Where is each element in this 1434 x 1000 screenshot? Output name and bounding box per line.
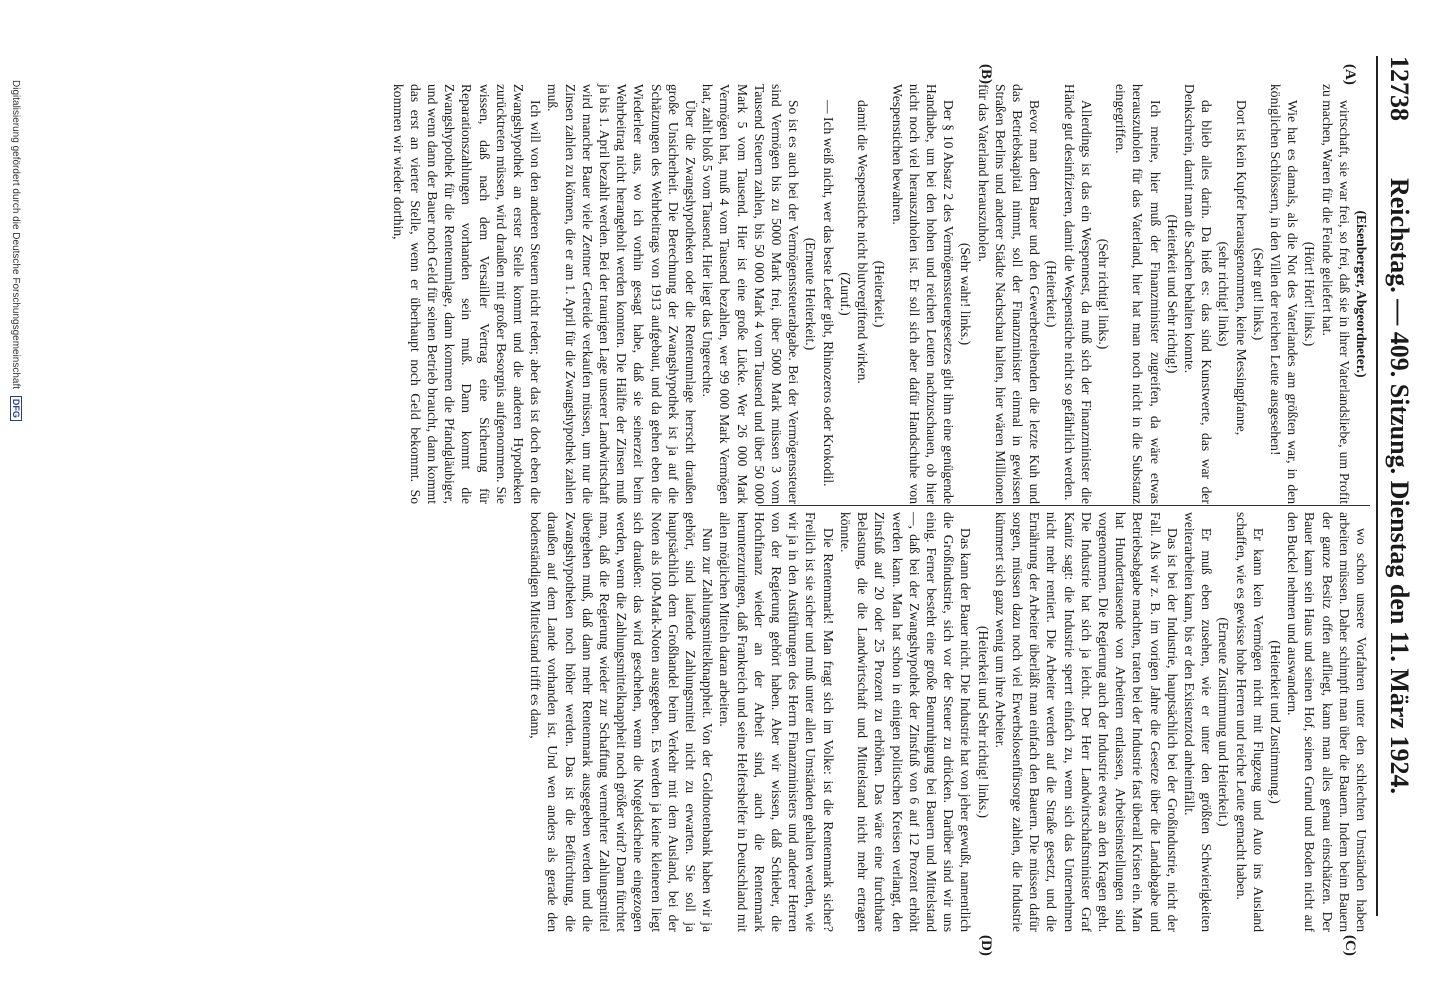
audience-reaction: (Sehr gut! links.) xyxy=(1250,247,1266,341)
speech-paragraph: So ist es auch bei der Vermögenssteuerabgabe. Bei der Vermögenssteuer sind Vermögen bis zu 5000 Mark frei, über 5000 Mark müssen 3 vom Tausend Steuern zahlen, bis 50 000 Mark 4 vom Tausend und über 50 000 Mark 5 vom Tausend. Hier ist eine große Lücke. Wer 26 000 Mark Vermögen hat, muß 4 vom Tausend bezahlen, wer 99 000 Mark Vermögen hat, zahlt bloß 5 vom Tausend. Hier liegt das Ungerechte. xyxy=(700,84,802,504)
page-header xyxy=(1376,56,1416,916)
margin-letter-c: (C) xyxy=(1342,935,1358,956)
audience-reaction: (Sehr richtig! links.) xyxy=(1095,238,1111,350)
speech-paragraph: wirtschaft, sie war frei, so frei, daß sie in ihrer Vaterlandsliebe, um Profit zu machen, Waren für die Feinde geliefert hat. xyxy=(1319,84,1352,504)
speech-paragraph: Wie hat es damals, als die Not des Vaterlandes am größten war, in den königlichen Schlössern, in den Villen der reichen Leute ausgesehen! xyxy=(1267,84,1301,504)
audience-reaction: (Erneute Zustimmung und Heiterkeit.) xyxy=(1216,617,1232,827)
speech-paragraph: Allerdings ist das ein Wespennest, da muß sich der Finanzminister die Hände gut desinfizieren, damit die Wespenstiche nicht so gefährlich werden. xyxy=(1061,84,1094,504)
audience-reaction: (Heiterkeit und Sehr richtig! links.) xyxy=(975,625,991,819)
speech-paragraph: Bevor man dem Bauer und den Gewerbetreibenden die letzte Kuh und das Betriebskapital nimmt, soll der Finanzminister einmal in gewissen Straßen Berlins und anderer Städte Nachschau halten, hier wären Millionen für das Vaterland herauszuholen. xyxy=(975,84,1043,504)
page-number: 12738 xyxy=(1385,56,1414,121)
speech-paragraph: Ich will von den anderen Steuern nicht reden; aber das ist doch eben die Zwangshypothek an erster Stelle kommt und die anderen Hypotheken zurücktreten müssen, wird draußen mit großer Besorgnis aufgenommen. Sie wissen, daß nach dem Versailler Vertrag eine Sicherung für Reparationszahlungen vorhanden sein muß. Dann kommt die Zwangshypothek für die Rentenumlage, dann kommen die Pfandgläubiger, und wenn dann der Bauer noch Geld für seinen Betrieb braucht, dann kommt das erst an vierter Stelle, wenn er überhaupt noch Geld bekommt. So kommen wir wieder dorthin, xyxy=(390,84,544,504)
audience-reaction: (Zuruf.) xyxy=(837,272,853,316)
speech-paragraph: Er kann kein Vermögen nicht mit Flugzeug und Auto ins Ausland schaffen, wie es gewisse hohe Herren und reiche Leute gemacht haben. xyxy=(1233,512,1266,932)
speech-paragraph: da blieb alles darin. Da hieß es: das sind Kunstwerte, das war der Denkschrein, damit man die Sachen behalten konnte. xyxy=(1181,84,1215,504)
speech-paragraph: Dort ist kein Kupfer herausgenommen, keine Messingpfanne, xyxy=(1233,100,1249,436)
speech-paragraph: Er muß eben zusehen, wie er unter den größten Schwierigkeiten weiterarbeiten kann, bis er den Existenztod anheimfällt. xyxy=(1181,512,1215,932)
audience-reaction: (Heiterkeit.) xyxy=(872,260,888,328)
audience-reaction: (Heiterkeit und Sehr richtig!) xyxy=(1164,214,1180,374)
audience-reaction: (Hört! Hört! links.) xyxy=(1302,241,1318,347)
speaker-name: (Eisenberger, Abgeordneter.) xyxy=(1354,210,1369,378)
left-text-column xyxy=(390,84,1370,504)
audience-reaction: (Heiterkeit.) xyxy=(1044,260,1060,328)
column-divider xyxy=(758,505,1370,506)
footer-text: Digitalisierung gefördert durch die Deutsche Forschungsgemeinschaft xyxy=(10,80,21,390)
speech-paragraph: Der § 10 Absatz 2 des Vermögenssteuergesetzes gibt ihm eine genügende Handhabe, um bei den hohen und reichen Leuten nachzuschauen, ob hier nicht noch viel herauszuholen ist. Er soll sich aber dafür Handschuhe von Wespenstichen bewahren. xyxy=(889,84,957,504)
audience-reaction: (sehr richtig! links) xyxy=(1216,241,1232,347)
speech-paragraph: Ich meine, hier muß der Finanzminister zugreifen, da wäre etwas herauszuholen für das Vaterland, hier hat man noch nicht in die Substanz eingegriffen. xyxy=(1113,84,1163,504)
speech-paragraph: Die Rentenmark! Man fragt sich im Volke: ist die Rentenmark sicher? Freilich ist sie sicher und muß unter allen Umständen gehalten werden, wie wir ja in den Ausführungen des Herrn Finanzministers und anderer Herren von der Regierung gehört haben. Aber wir wissen, daß Schieber, die Hochfinanz wieder an der Arbeit sind, auch die Rentenmark herunterzuringen, daß Frankreich und seine Helfershelfer in Deutschland mit allen möglichen Mitteln daran arbeiten. xyxy=(717,512,836,932)
speech-paragraph: wo schon unsere Vorfahren unter den schlechten Umständen haben arbeiten müssen. Daher schimpft man über die Bauern. Indem beim Bauern der ganze Besitz offen aufliegt, kann man alles genau einschätzen. Der Bauer kann sein Haus und seinen Hof, seinen Grund und Boden nicht auf den Buckel nehmen und auswandern. xyxy=(1285,512,1369,932)
speech-paragraph: Über die Zwangshypotheken oder die Rentenumlage herrscht draußen große Unsicherheit. Die Berechnung der Zwangshypothek ist ja auf die Schätzungen des Wehrbeitrags von 1913 aufgebaut, und da gehen eben die Wiederleer aus, wo ich vorhin gesagt habe, daß sie seinerzeit beim Wehrbeitrag nicht herangeholt werden konnten. Die Hälfte der Zinsen muß ja bis 1. April bezahlt werden. Bei der traurigen Lage unserer Landwirtschaft wird mancher Bauer viele Zentner Getreide verkaufen müssen, um nur die Zinsen zahlen zu können, die er am 1. April für die Zwangshypothek zahlen muß. xyxy=(545,84,699,504)
speech-paragraph: Nun zur Zahlungsmittelknappheit. Von der Goldnotenbank haben wir ja gehört, sind laufende Zahlungsmittel nicht zu erwarten. Sie soll ja hauptsächlich dem Großhandel beim Verkehr mit dem Ausland, bei der Noten als 100-Mark-Noten ausgegeben. Es werden ja keine kleineren liegt sich draußen: das wird geschehen, wenn die Notgeldscheine eingezogen werden, wenn die Zahlungsmittelknappheit noch größer wird? Dann fürchtet man, daß die Regierung wieder zur Schaffung vermehrter Zahlungsmittel übergehen muß, daß dann mehr Rentenmark ausgegeben werden und die Zwangshypotheken noch höher werden. Das ist die Befürchtung, die draußen auf dem Lande vorhanden ist. Und wen anders als gerade den bodenständigen Mittelstand trifft es dann, xyxy=(528,512,716,932)
right-text-column xyxy=(528,512,1370,932)
speech-paragraph: Das ist bei der Industrie, hauptsächlich bei der Großindustrie, nicht der Fall. Als wir z. B. im vorigen Jahre die Gesetze über die Landabgabe und Betriebsabgabe machten, traten bei der Industrie fast überall Krisen ein. Man hat Hunderttausende von Arbeitern entlassen, Arbeitseinstellungen sind vorgenommen. Die Regierung auch der Industrie etwas an den Kragen geht. Die Industrie hat sich ja leicht. Der Herr Landwirtschaftsminister Graf Kanitz sagt: die Industrie sperrt einfach zu, wenn sich das Unternehmen nicht mehr rentiert. Die Arbeiter werden auf die Straße gesetzt, und die Ernährung der Arbeiter überläßt man einfach den Bauern. Die müssen dafür sorgen, müssen dazu noch viel Erwerbslosenfürsorge zahlen, die Industrie kümmert sich ganz wenig um ihre Arbeiter. xyxy=(992,512,1180,932)
audience-reaction: (Heiterkeit und Zustimmung.) xyxy=(1267,640,1283,804)
speech-paragraph: Das kann der Bauer nicht. Die Industrie hat von jeher gewußt, namentlich die Großindustrie, sich vor der Steuer zu drücken. Darüber sind wir uns einig. Ferner besteht eine große Beunruhigung bei Bauern und Mittelstand —, daß bei der Zwangshypothek der Zinsfuß von 6 auf 12 Prozent erhöht werden kann. Man hat schon in einigen politischen Kreisen verlangt, den Zinsfuß auf 20 oder 25 Prozent zu erhöhen. Das wäre eine furchtbare Belastung, die die Landwirtschaft und Mittelstand nicht mehr ertragen könnte. xyxy=(837,512,974,932)
speech-paragraph: damit die Wespenstiche nicht blutvergiftend wirken. xyxy=(855,100,871,384)
dfg-logo: DFG xyxy=(10,396,22,421)
margin-letter-b: (B) xyxy=(978,64,994,84)
audience-reaction: (Sehr wahr! links.) xyxy=(958,242,974,346)
margin-letter-a: (A) xyxy=(1342,64,1358,85)
speech-paragraph: — Ich weiß nicht, wer das beste Leder gibt, Rhinozeros oder Krokodil. xyxy=(820,100,836,487)
page-title: Reichstag. — 409. Sitzung. Dienstag den 11. März 1924. xyxy=(1385,177,1414,795)
digitization-footer xyxy=(10,80,22,421)
margin-letter-d: (D) xyxy=(978,935,994,956)
audience-reaction: (Erneute Heiterkeit.) xyxy=(803,237,819,351)
